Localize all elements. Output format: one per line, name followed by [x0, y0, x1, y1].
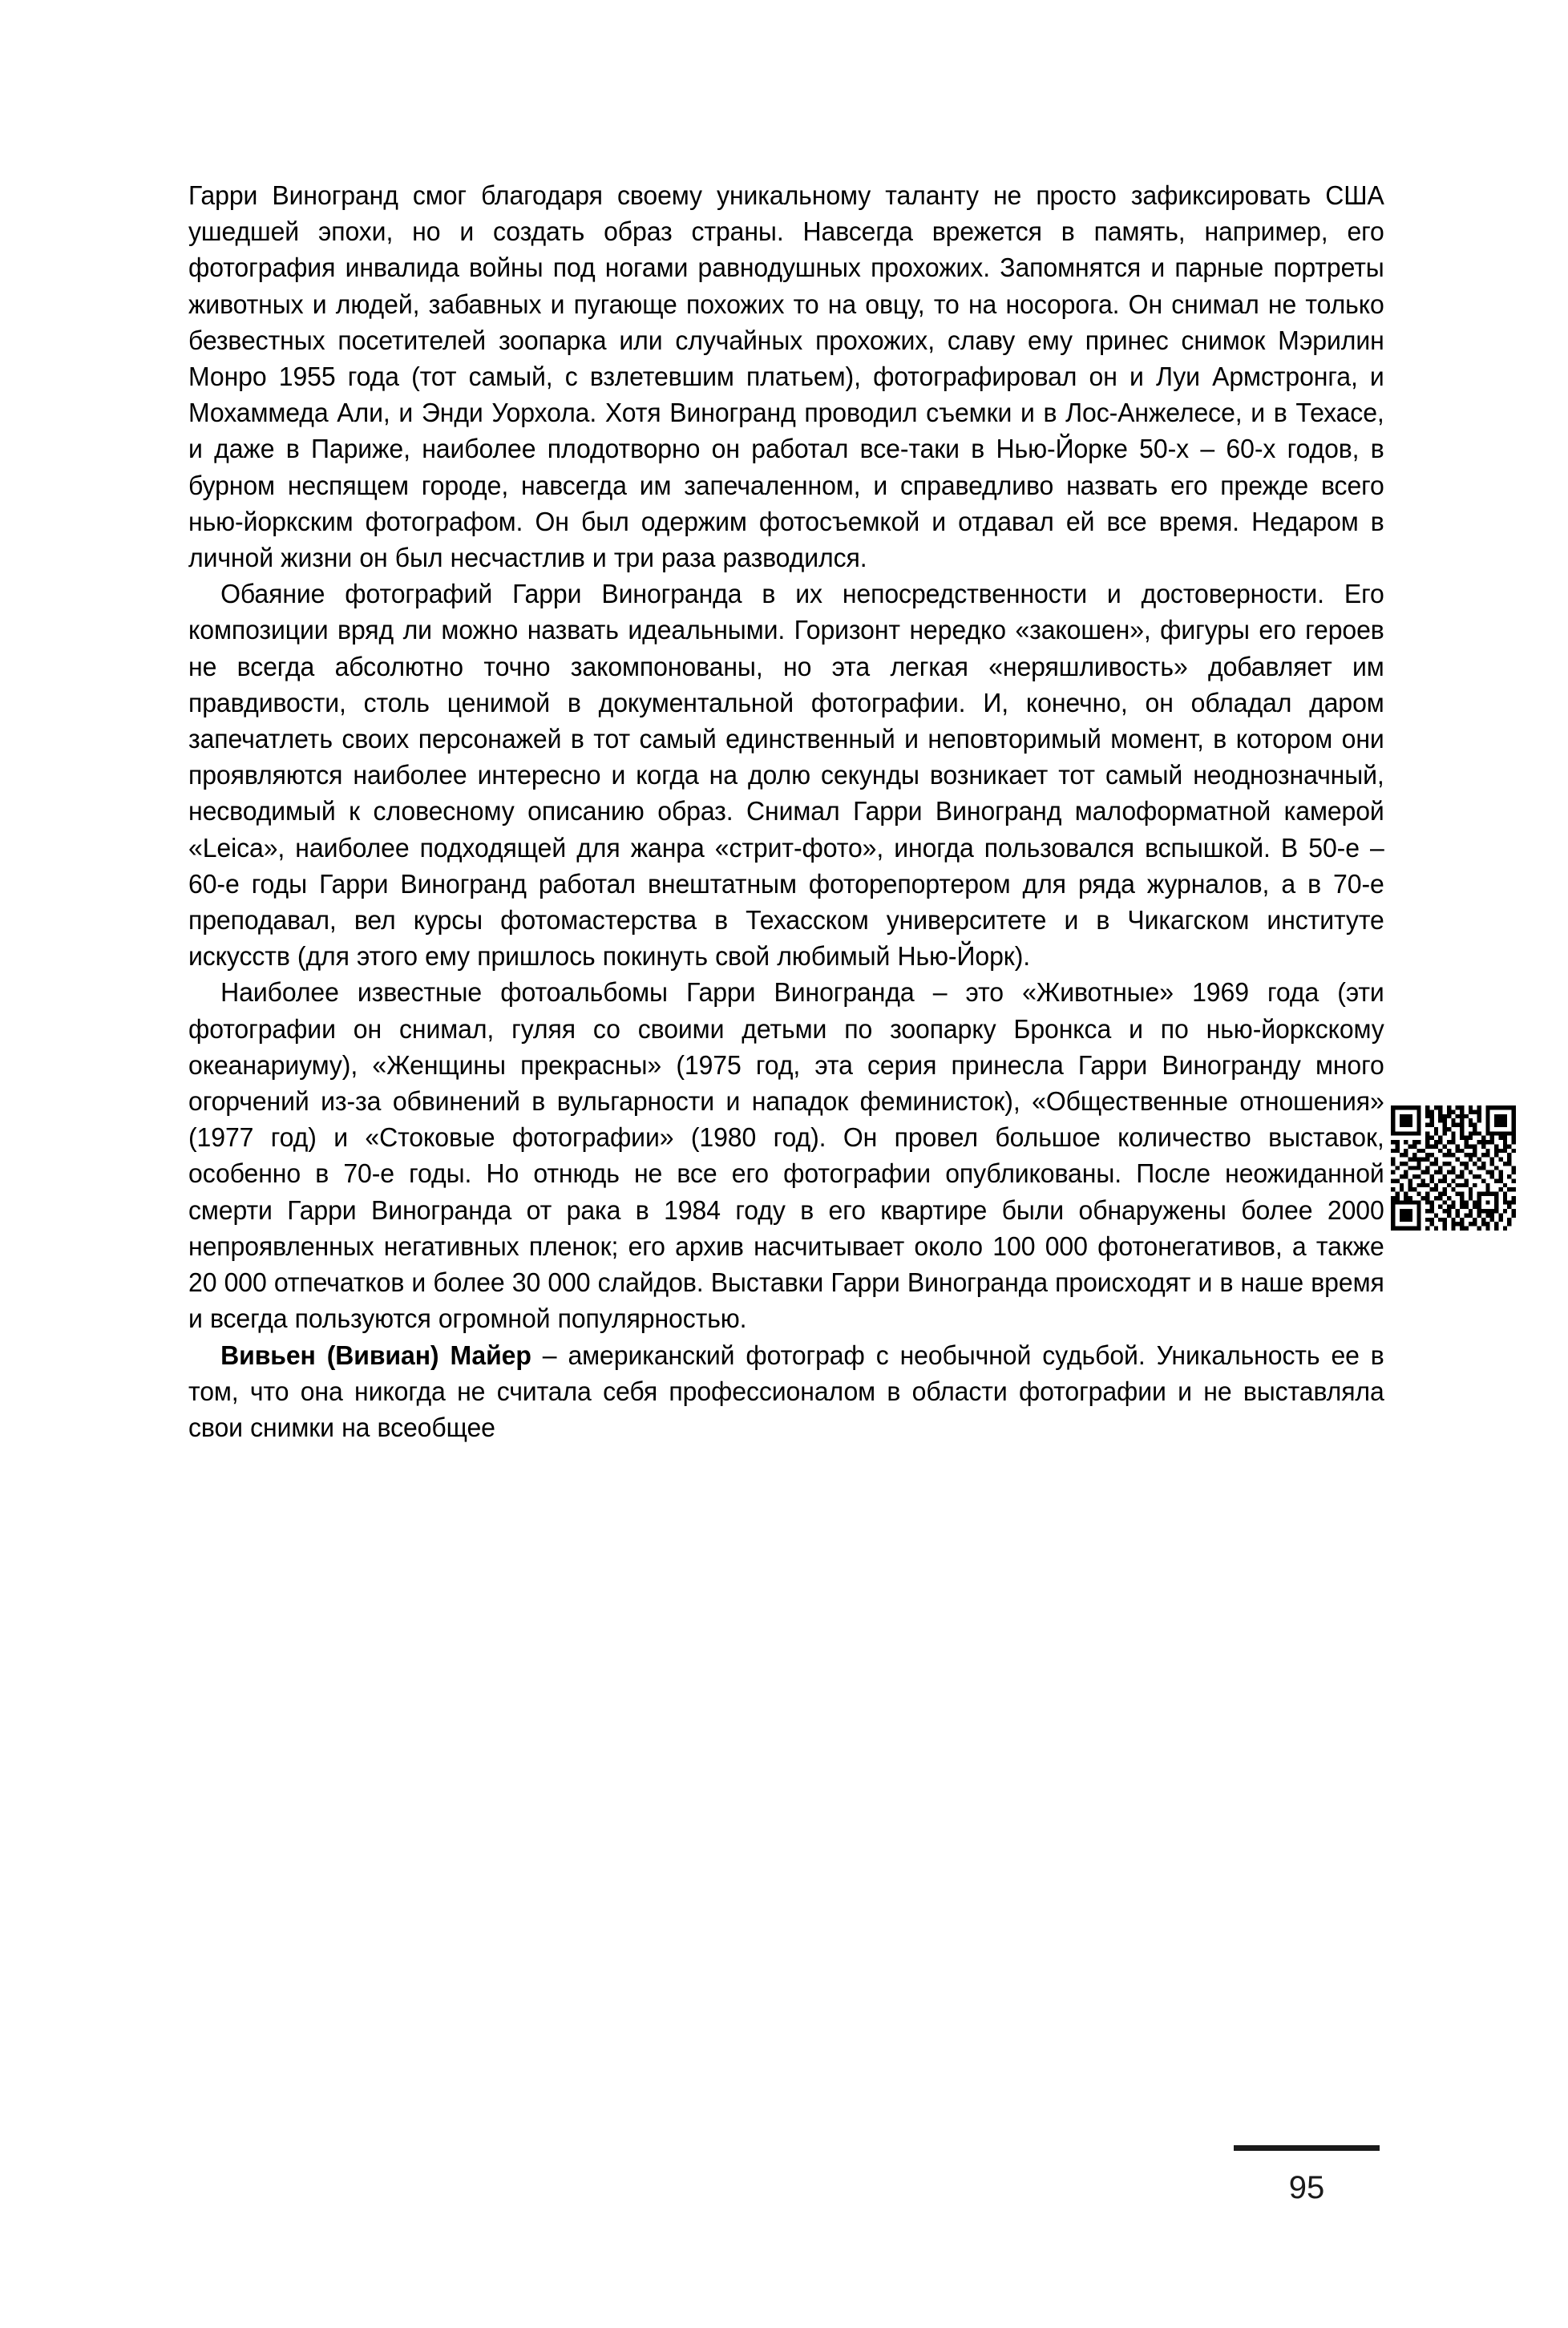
page-footer: [0, 2145, 1568, 2273]
paragraph-vivian-maier: [188, 1338, 1384, 1447]
footer-rule: [1234, 2145, 1380, 2151]
qr-code[interactable]: [1391, 1105, 1516, 1231]
paragraph-winogrand-legacy: Гарри Виногранд смог благодаря своему уникальному таланту не просто зафиксировать США ушедшей эпохи, но и создать образ страны. Навсегда врежется в память, например, его фотография инвалида войны под ногами равнодушных прохожих. Запомнятся и парные портреты животных и людей, забавных и пугающе похожих то на овцу, то на носорога. Он снимал не только безвестных посетителей зоопарка или случайных прохожих, славу ему принес снимок Мэрилин Монро 1955 года (тот самый, с взлетевшим платьем), фотографировал он и Луи Армстронга, и Мохаммеда Али, и Энди Уорхола. Хотя Виногранд проводил съемки и в Лос-Анжелесе, и в Техасе, и даже в Париже, наиболее плодотворно он работал все-таки в Нью-Йорке 50-х – 60-х годов, в бурном неспящем городе, навсегда им запечаленном, и справедливо назвать его прежде всего нью-йоркским фотографом. Он был одержим фотосъемкой и отдавал ей все время. Недаром в личной жизни он был несчастлив и три раза разводился.: [188, 181, 1384, 574]
qr-code-image: [1391, 1105, 1516, 1231]
paragraph-winogrand-style: Обаяние фотографий Гарри Виногранда в их непосредственности и достоверности. Его композиции вряд ли можно назвать идеальными. Горизонт нередко «закошен», фигуры его героев не всегда абсолютно точно закомпонованы, но эта легкая «неряшливость» добавляет им правдивости, столь ценимой в документальной фотографии. И, конечно, он обладал даром запечатлеть своих персонажей в тот самый единственный и неповторимый момент, в котором они проявляются наиболее интересно и когда на долю секунды возникает тот самый неоднозначный, несводимый к словесному описанию образ. Снимал Гарри Виногранд малоформатной камерой «Leica», наиболее подходящей для жанра «стрит-фото», иногда пользовался вспышкой. В 50-е – 60-е годы Гарри Виногранд работал внештатным фоторепортером для ряда журналов, а в 70-е преподавал, вел курсы фотомастерства в Техасском университете и в Чикагском институте искусств (для этого ему пришлось покинуть свой любимый Нью-Йорк).: [188, 580, 1384, 972]
page-number: 95: [1288, 2170, 1325, 2205]
text-column: [188, 178, 1384, 1446]
paragraph-winogrand-albums: Наиболее известные фотоальбомы Гарри Виногранда – это «Животные» 1969 года (эти фотографии он снимал, гуляя со своими детьми по зоопарку Бронкса и по нью-йоркскому океанариуму), «Женщины прекрасны» (1975 год, эта серия принесла Гарри Виногранду много огорчений из-за обвинений в вульгарности и нападок феминисток), «Общественные отношения» (1977 год) и «Стоковые фотографии» (1980 год). Он провел большое количество выставок, особенно в 70-е годы. Но отнюдь не все его фотографии опубликованы. После неожиданной смерти Гарри Виногранда от рака в 1984 году в его квартире были обнаружены более 2000 непроявленных негативных пленок; его архив насчитывает около 100 000 фотонегативов, а также 20 000 отпечатков и более 30 000 слайдов. Выставки Гарри Виногранда происходят и в наше время и всегда пользуются огромной популярностью.: [188, 978, 1384, 1335]
lead-subject-name: Вивьен (Вивиан) Майер: [220, 1340, 531, 1371]
lead-subject-description: – американский фотограф с необычной судьбой. Уникальность ее в том, что она никогда не считала себя профессионалом в области фотографии и не выставляла свои снимки на всеобщее: [188, 1340, 1384, 1443]
